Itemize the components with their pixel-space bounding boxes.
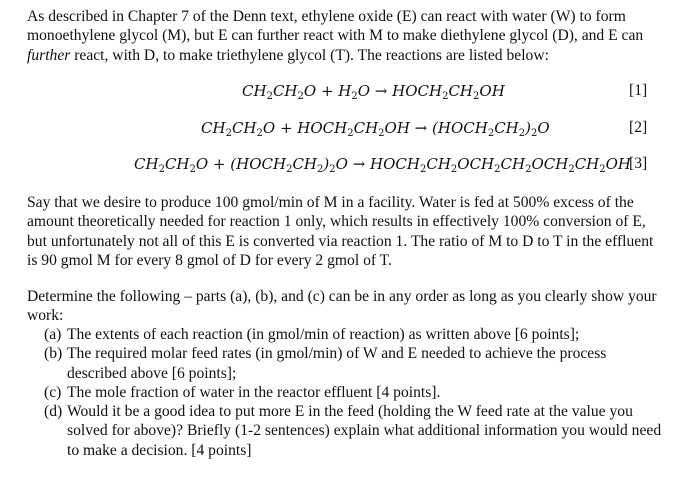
problem-paragraph: Say that we desire to produce 100 gmol/min of M in a facility. Water is fed at 500% excess of the amount theoretically needed for reaction 1 only, which results in effectively 100% conversion of E, but unfortunately not all of this E is converted via reaction 1. The ratio of M to D to T in the effluent is 90 gmol M for every 8 gmol of D for every 2 gmol of T. [27, 194, 654, 269]
part-d-label: (d) [44, 403, 63, 421]
equation-2 [0, 119, 691, 141]
equation-3-number: [3] [629, 155, 648, 172]
part-b [44, 344, 669, 383]
equation-2-expression: $CH_2CH_2O$ + $HOCH_2CH_2OH$ → $(HOCH_2CH_2)_2O$ [201, 119, 550, 139]
intro-text-1: As described in Chapter 7 of the Denn text, ethylene oxide (E) can react with water (W) to form monoethylene glycol (M), but E can further react with M to make diethylene glycol (D), and E can [27, 8, 644, 45]
part-d-text: Would it be a good idea to put more E in the feed (holding the W feed rate at the value you solved for above)? Briefly (1-2 sentences) explain what additional information you would need to make a decision. [4 points] [67, 403, 662, 459]
part-a-label: (a) [44, 326, 62, 343]
equation-2-number: [2] [629, 119, 648, 136]
parts-list [44, 325, 669, 460]
equation-3 [0, 155, 691, 177]
intro-text-2: react, with D, to make triethylene glycol (T). The reactions are listed below: [70, 46, 549, 64]
part-a [44, 325, 669, 344]
instructions-paragraph: Determine the following – parts (a), (b), and (c) can be in any order as long as you clearly show your work: [27, 288, 657, 325]
equation-1-expression: $CH_2CH_2O + H_2O$ → $HOCH_2CH_2OH$ [242, 82, 505, 102]
part-d [44, 402, 669, 460]
part-c-text: The mole fraction of water in the reactor effluent [4 points]. [67, 383, 441, 401]
part-a-text: The extents of each reaction (in gmol/min of reaction) as written above [6 points]; [67, 326, 580, 343]
intro-emphasis: further [27, 46, 71, 64]
part-b-text: The required molar feed rates (in gmol/min) of W and E needed to achieve the process described above [6 points]; [67, 345, 607, 382]
equation-1-number: [1] [629, 82, 648, 99]
equation-3-expression: $CH_2CH_2O$ + $(HOCH_2CH_2)_2O$ → $HOCH_2CH_2OCH_2CH_2OCH_2CH_2OH$ [134, 155, 632, 175]
part-c [44, 383, 669, 402]
part-c-label: (c) [44, 383, 62, 401]
equation-1 [0, 82, 691, 104]
intro-paragraph [27, 7, 667, 65]
part-b-label: (b) [44, 345, 63, 363]
